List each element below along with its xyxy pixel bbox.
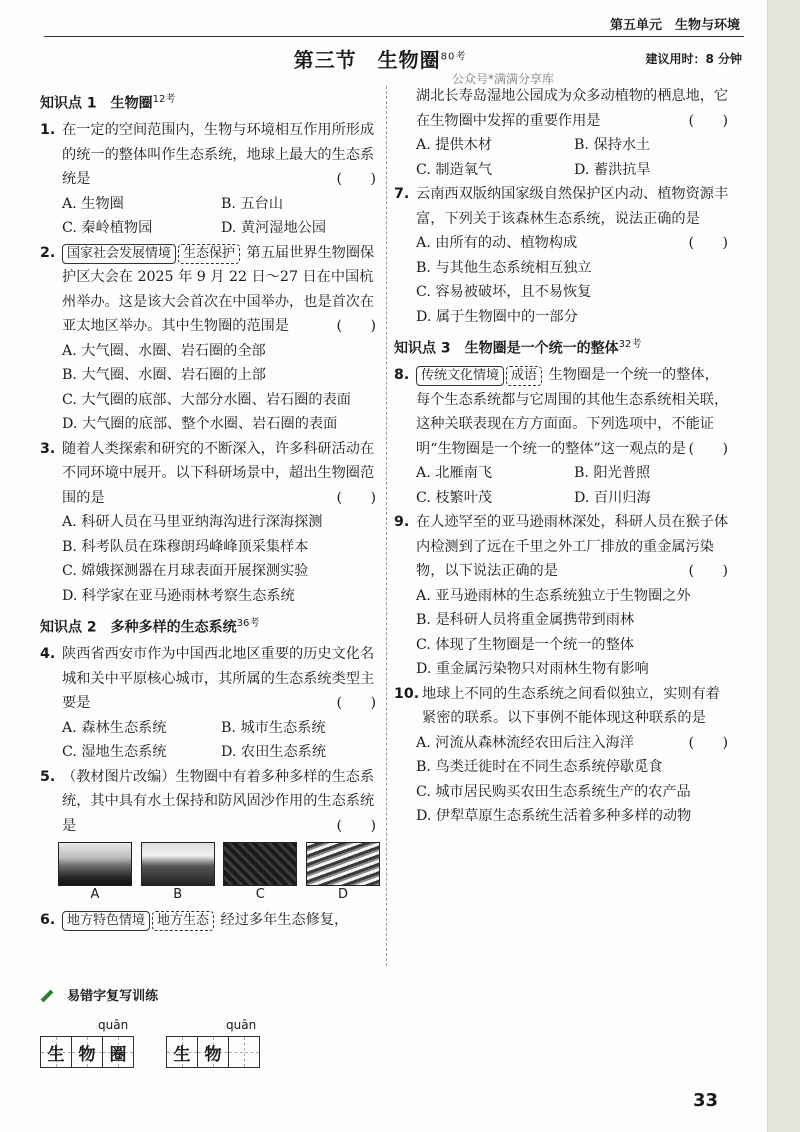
- option-b[interactable]: B. 与其他生态系统相互独立: [416, 259, 592, 276]
- question-8: [394, 363, 732, 461]
- section-title: 第三节 生物圈$^{80考}$: [293, 48, 467, 72]
- option-d[interactable]: D. 蓄洪抗旱: [574, 161, 651, 178]
- left-column: [40, 84, 380, 933]
- question-text: 在人迹罕至的亚马逊雨林深处，科研人员在猴子体内检测到了远在千里之外工厂排放的重金属污染物，以下说法正确的是: [416, 514, 729, 580]
- terrace-fields-photo: [306, 842, 380, 886]
- writing-cell[interactable]: 圈: [102, 1036, 134, 1068]
- option-d[interactable]: D. 农田生态系统: [221, 744, 327, 761]
- answer-blank[interactable]: ( ): [336, 171, 376, 188]
- option-c[interactable]: C. 容易被破坏，且不易恢复: [416, 284, 592, 300]
- question-2: [40, 241, 380, 339]
- topic-tag: 生态保护: [178, 244, 240, 264]
- writing-cell[interactable]: 生: [40, 1036, 72, 1068]
- question-number: 9.: [394, 514, 410, 531]
- question-text: 湖北长寿岛湿地公园成为众多动植物的栖息地，它在生物圈中发挥的重要作用是: [416, 88, 729, 129]
- question-text: 随着人类探索和研究的不断深入，许多科研活动在不同环境中展开。以下科研场景中，超出生物圈范围的是: [62, 440, 375, 506]
- answer-blank[interactable]: ( ): [688, 440, 728, 457]
- image-option-b[interactable]: B: [141, 842, 215, 904]
- question-5: [40, 765, 380, 839]
- image-option-d[interactable]: D: [306, 842, 380, 904]
- option-c[interactable]: C. 秦岭植物园: [62, 220, 153, 237]
- context-tag: 地方特色情境: [62, 911, 150, 931]
- writing-cell[interactable]: [228, 1036, 260, 1068]
- question-4-options: [40, 716, 380, 765]
- question-3: [40, 437, 380, 511]
- answer-blank[interactable]: ( ): [336, 489, 376, 506]
- pinyin-label: quān: [226, 1018, 257, 1032]
- question-text: 生物圈是一个统一的整体，每个生态系统都与它周围的其他生态系统相关联，这种关联表现在方方面面。下列选项中，不能证明“生物圈是一个统一的整体”这一观点的是: [416, 367, 729, 457]
- page-edge-strip: [767, 0, 800, 1132]
- question-number: 10.: [394, 685, 420, 702]
- option-d[interactable]: D. 百川归海: [574, 489, 651, 506]
- topic-tag: 地方生态: [152, 911, 214, 931]
- option-a[interactable]: A. 北雁南飞: [416, 465, 493, 482]
- question-1: [40, 118, 380, 192]
- option-a[interactable]: A. 大气圈、水圈、岩石圈的全部: [62, 342, 266, 359]
- river-landscape-photo: [58, 842, 132, 886]
- writing-grid-2: [166, 1036, 259, 1068]
- page-number: 33: [692, 1090, 718, 1111]
- option-b[interactable]: B. 鸟类迁徙时在不同生态系统停歇觅食: [416, 759, 663, 776]
- answer-blank[interactable]: ( ): [336, 695, 376, 712]
- option-b[interactable]: B. 大气圈、水圈、岩石圈的上部: [62, 367, 266, 384]
- option-b[interactable]: B. 保持水土: [574, 137, 651, 153]
- knowledge-point-1: 知识点 1 生物圈$^{12考}$: [40, 94, 176, 112]
- question-text: 地球上不同的生态系统之间看似独立，实则有着紧密的联系。以下事例不能体现这种联系的是: [422, 685, 720, 727]
- question-number: 1.: [40, 122, 56, 139]
- question-number: 3.: [40, 440, 56, 457]
- unit-label: 第五单元 生物与环境: [609, 18, 740, 33]
- option-b[interactable]: B. 阳光普照: [574, 465, 651, 482]
- writing-grid-1: [40, 1036, 133, 1068]
- question-text: 云南西双版纳国家级自然保护区内动、植物资源丰富，下列关于该森林生态系统，说法正确的是: [416, 186, 729, 227]
- question-text: （教材图片改编）生物圈中有着多种多样的生态系统，其中具有水土保持和防风固沙作用的生态系统是: [62, 768, 375, 834]
- forest-photo: [223, 842, 297, 886]
- question-number: 5.: [40, 768, 56, 785]
- option-c[interactable]: C. 体现了生物圈是一个统一的整体: [416, 636, 634, 653]
- option-a[interactable]: A. 由所有的动、植物构成: [416, 235, 578, 251]
- writing-cell[interactable]: 物: [197, 1036, 229, 1068]
- question-text: 经过多年生态修复，: [220, 912, 349, 929]
- option-a[interactable]: A. 亚马逊雨林的生态系统独立于生物圈之外: [416, 587, 691, 604]
- topic-tag: 成语: [506, 366, 542, 386]
- question-4: [40, 642, 380, 716]
- question-number: 6.: [40, 912, 56, 929]
- pencil-icon: [41, 989, 54, 1002]
- option-c[interactable]: C. 制造氧气: [416, 161, 493, 178]
- answer-blank[interactable]: ( ): [688, 235, 728, 251]
- right-column: [394, 84, 732, 829]
- option-a[interactable]: A. 河流从森林流经农田后注入海洋: [416, 734, 634, 751]
- question-6-continued: [394, 84, 732, 133]
- knowledge-point-3: 知识点 3 生物圈是一个统一的整体$^{32考}$: [394, 339, 642, 357]
- question-text: 陕西省西安市作为中国西北地区重要的历史文化名城和关中平原核心城市，其所属的生态系统类型主要是: [62, 646, 375, 712]
- option-d[interactable]: D. 科学家在亚马逊雨林考察生态系统: [62, 587, 295, 604]
- option-a[interactable]: A. 提供木材: [416, 137, 493, 153]
- option-d[interactable]: D. 伊犁草原生态系统生活着多种多样的动物: [416, 808, 692, 825]
- pinyin-label: quān: [98, 1018, 129, 1032]
- image-option-c[interactable]: C: [223, 842, 297, 904]
- option-d[interactable]: D. 大气圈的底部、整个水圈、岩石圈的表面: [62, 416, 338, 433]
- option-c[interactable]: C. 湿地生态系统: [62, 744, 167, 761]
- watermark-text: 公众号*满满分享库: [452, 72, 555, 86]
- question-5-images: [40, 842, 380, 904]
- option-d[interactable]: D. 属于生物圈中的一部分: [416, 308, 578, 325]
- option-d[interactable]: D. 黄河湿地公园: [221, 220, 327, 237]
- writing-cell[interactable]: 物: [71, 1036, 103, 1068]
- question-number: 7.: [394, 186, 410, 202]
- option-a[interactable]: A. 科研人员在马里亚纳海沟进行深海探测: [62, 514, 323, 531]
- option-c[interactable]: C. 大气圈的底部、大部分水圈、岩石圈的表面: [62, 391, 351, 408]
- option-b[interactable]: B. 是科研人员将重金属携带到雨林: [416, 612, 635, 629]
- answer-blank[interactable]: ( ): [336, 318, 376, 335]
- answer-blank[interactable]: ( ): [336, 817, 376, 834]
- question-6-start: [40, 908, 380, 933]
- option-a[interactable]: A. 生物圈: [62, 195, 124, 212]
- question-text: 在一定的空间范围内，生物与环境相互作用所形成的统一的整体叫作生态系统，地球上最大的生态系统是: [62, 122, 375, 188]
- suggested-time: 建议用时：8 分钟: [645, 52, 742, 66]
- question-number: 2.: [40, 244, 56, 261]
- typo-practice-header: [40, 985, 158, 1004]
- city-landscape-photo: [141, 842, 215, 886]
- header-rule: [44, 36, 744, 37]
- typo-practice-title: 易错字复写训练: [67, 989, 159, 1004]
- answer-blank[interactable]: ( ): [688, 563, 728, 580]
- question-number: 4.: [40, 646, 56, 663]
- option-c[interactable]: C. 枝繁叶茂: [416, 489, 493, 506]
- writing-cell[interactable]: 生: [166, 1036, 198, 1068]
- answer-blank[interactable]: ( ): [688, 734, 728, 751]
- option-a[interactable]: A. 森林生态系统: [62, 719, 167, 736]
- question-number: 8.: [394, 367, 410, 384]
- option-b[interactable]: B. 科考队员在珠穆朗玛峰峰顶采集样本: [62, 538, 309, 555]
- question-9: [394, 510, 732, 584]
- option-d[interactable]: D. 重金属污染物只对雨林生物有影响: [416, 661, 649, 678]
- option-c[interactable]: C. 城市居民购买农田生态系统生产的农产品: [416, 783, 691, 800]
- context-tag: 国家社会发展情境: [62, 244, 176, 264]
- option-c[interactable]: C. 嫦娥探测器在月球表面开展探测实验: [62, 563, 309, 580]
- option-b[interactable]: B. 五台山: [221, 195, 284, 212]
- question-6-options: [394, 133, 732, 182]
- question-text: 第五届世界生物圈保护区大会在 2025 年 9 月 22 日～27 日在中国杭州举办。这是该大会首次在中国举办，也是首次在亚太地区举办。其中生物圈的范围是: [62, 244, 375, 335]
- image-option-a[interactable]: A: [58, 842, 132, 904]
- question-8-options: [394, 461, 732, 510]
- knowledge-point-2: 知识点 2 多种多样的生态系统$^{36考}$: [40, 618, 260, 636]
- column-divider: [386, 86, 387, 966]
- context-tag: 传统文化情境: [416, 366, 504, 386]
- option-b[interactable]: B. 城市生态系统: [221, 719, 326, 736]
- answer-blank[interactable]: ( ): [688, 112, 728, 129]
- question-1-options: [40, 192, 380, 241]
- section-exam-count: 80考: [440, 51, 467, 63]
